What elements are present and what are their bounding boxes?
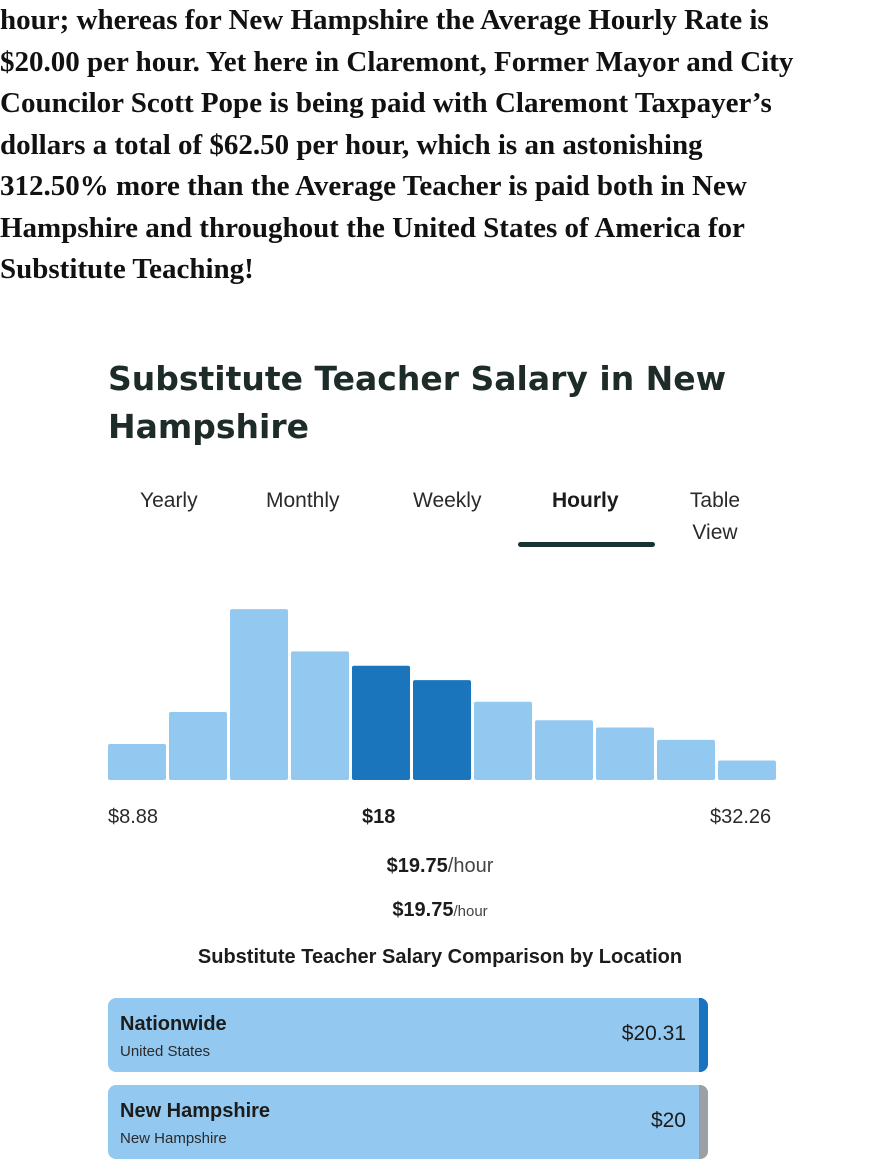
histogram-bar-9[interactable] [596,728,654,781]
range-low-label: $8.88 [108,806,159,828]
hourly-rate-secondary-value: $19.75 [392,899,454,921]
comparison-title: Substitute Teacher Salary Comparison by Location [197,946,683,968]
location-value: $20 [650,1109,686,1132]
hourly-rate-secondary-unit: /hour [453,903,488,920]
document-paragraph: hour; whereas for New Hampshire the Average Hourly Rate is $20.00 per hour. Yet here in Claremont, Former Mayor and City Councilor Scott Pope is being paid with Claremont Taxpayer’s dollars a total of $62.50 per hour, which is an astonishing 312.50% more than the Average Teacher is paid both in New Hampshire and throughout the United States of America for Substitute Teaching! [0,4,794,285]
histogram-bar-11[interactable] [718,760,776,780]
location-value: $20.31 [621,1022,686,1045]
histogram-bar-1[interactable] [108,744,166,780]
histogram-bar-2[interactable] [169,712,227,780]
histogram-bar-10[interactable] [657,740,715,780]
tab-yearly[interactable]: Yearly [140,489,198,512]
tab-hourly[interactable]: Hourly [552,489,619,512]
hourly-rate-value: $19.75 [386,855,448,877]
range-mid-label: $18 [362,806,396,828]
location-name: Nationwide [120,1013,227,1035]
period-tabs [0,485,880,555]
hourly-rate-secondary [0,899,880,922]
histogram-bar-7[interactable] [474,702,532,780]
active-tab-indicator [518,542,655,547]
location-name: New Hampshire [120,1100,271,1122]
range-high-label: $32.26 [710,806,772,828]
histogram-bar-6[interactable] [413,680,471,780]
salary-histogram [0,590,880,790]
tab-table-view[interactable]: Table View [689,489,741,544]
location-card-nationwide[interactable] [108,998,708,1072]
location-edge-bar [699,998,708,1072]
tab-monthly[interactable]: Monthly [266,489,340,512]
histogram-bar-5[interactable] [352,666,410,780]
histogram-bar-8[interactable] [535,720,593,780]
histogram-bar-4[interactable] [291,651,349,780]
salary-title: Substitute Teacher Salary in New Hampshire [108,359,727,446]
location-card-new-hampshire[interactable] [108,1085,708,1159]
histogram-bar-3[interactable] [230,609,288,780]
hourly-rate-unit: /hour [447,855,494,877]
location-edge-bar [699,1085,708,1159]
location-sub: New Hampshire [120,1130,227,1147]
location-sub: United States [120,1043,211,1060]
tab-weekly[interactable]: Weekly [413,489,482,512]
hourly-rate [0,855,880,878]
